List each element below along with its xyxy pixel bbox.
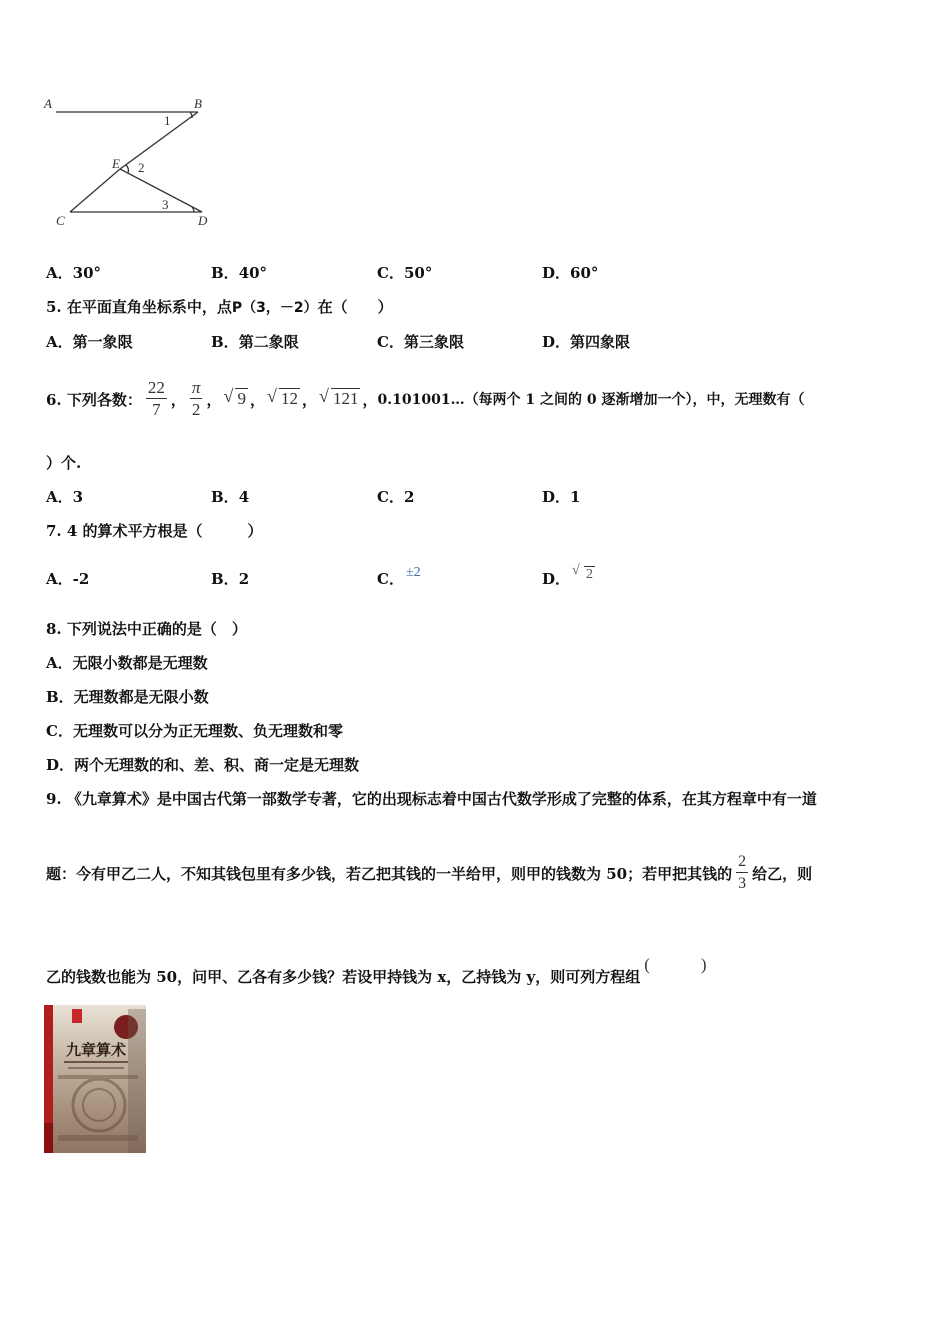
book-title: 九章算术	[65, 1041, 127, 1059]
fraction-2-3: $\frac{2}{3}$	[738, 852, 747, 892]
sqrt-2: √ 2	[572, 563, 594, 582]
q7-option-d: D． √ 2	[542, 563, 594, 588]
q6-stem: 6. 下列各数： $\frac{22}{7}$ ， $\frac{\pi}{2}$ ， √ 9 ， √ 12 ， √ 121 ， 0.101001…（每两个 1 之间的 0 逐渐增加一个），中，无理数有（	[46, 377, 805, 419]
q4-option-c: C．50°	[377, 264, 433, 282]
angle-3-label: 3	[162, 197, 169, 212]
sqrt-12: √ 12	[266, 386, 298, 408]
q4-option-b: B．40°	[211, 264, 268, 282]
label-E: E	[112, 156, 120, 171]
fraction-pi-2: $\frac{\pi}{2}$	[191, 377, 201, 419]
q8-option-a: A．无限小数都是无理数	[46, 654, 208, 672]
q6-option-c: C．2	[377, 488, 415, 506]
sqrt-121: √ 121	[318, 386, 359, 408]
q7-option-b: B．2	[211, 570, 250, 588]
q7-option-c: C． ±2	[377, 565, 421, 588]
q6-option-b: B．4	[211, 488, 250, 506]
fraction-22-7: $\frac{22}{7}$	[147, 377, 165, 419]
q5-option-a: A．第一象限	[46, 333, 133, 351]
q5-stem: 5. 在平面直角坐标系中，点P（3，－2）在（ ）	[46, 298, 393, 316]
angle-2-label: 2	[138, 160, 145, 175]
geometry-figure	[40, 92, 220, 237]
sqrt-9: √ 9	[223, 386, 246, 408]
q5-option-d: D．第四象限	[542, 333, 631, 351]
q6-option-d: D．1	[542, 488, 581, 506]
q5-option-c: C．第三象限	[377, 333, 464, 351]
q7-stem: 7. 4 的算术平方根是（ ）	[46, 522, 263, 540]
label-D: D	[198, 213, 208, 228]
q8-option-c: C．无理数可以分为正无理数、负无理数和零	[46, 722, 343, 740]
angle-1-label: 1	[164, 113, 171, 128]
q9-line-3: 乙的钱数也能为 50，问甲、乙各有多少钱？若设甲持钱为 x，乙持钱为 y，则可列方程组( )	[46, 955, 707, 986]
q4-option-d: D．60°	[542, 264, 599, 282]
q9-line-2: 题：今有甲乙二人，不知其钱包里有多少钱，若乙把其钱的一半给甲，则甲的钱数为 50；若甲把其钱的 $\frac{2}{3}$ 给乙，则	[46, 848, 812, 898]
q6-option-a: A．3	[46, 488, 84, 506]
q5-option-b: B．第二象限	[211, 333, 299, 351]
q9-line-1: 9. 《九章算术》是中国古代第一部数学专著，它的出现标志着中国古代数学形成了完整的体系，在其方程章中有一道	[46, 790, 817, 808]
q8-option-b: B．无理数都是无限小数	[46, 688, 209, 706]
q7-option-a: A．-2	[46, 570, 90, 588]
label-A: A	[44, 96, 52, 111]
book-cover-image	[44, 1005, 146, 1153]
q8-option-d: D．两个无理数的和、差、积、商一定是无理数	[46, 756, 360, 774]
label-B: B	[194, 96, 202, 111]
q4-option-a: A．30°	[46, 264, 102, 282]
label-C: C	[56, 213, 65, 228]
q8-stem: 8. 下列说法中正确的是（ ）	[46, 620, 247, 638]
q6-stem-end: ）个.	[46, 454, 82, 472]
